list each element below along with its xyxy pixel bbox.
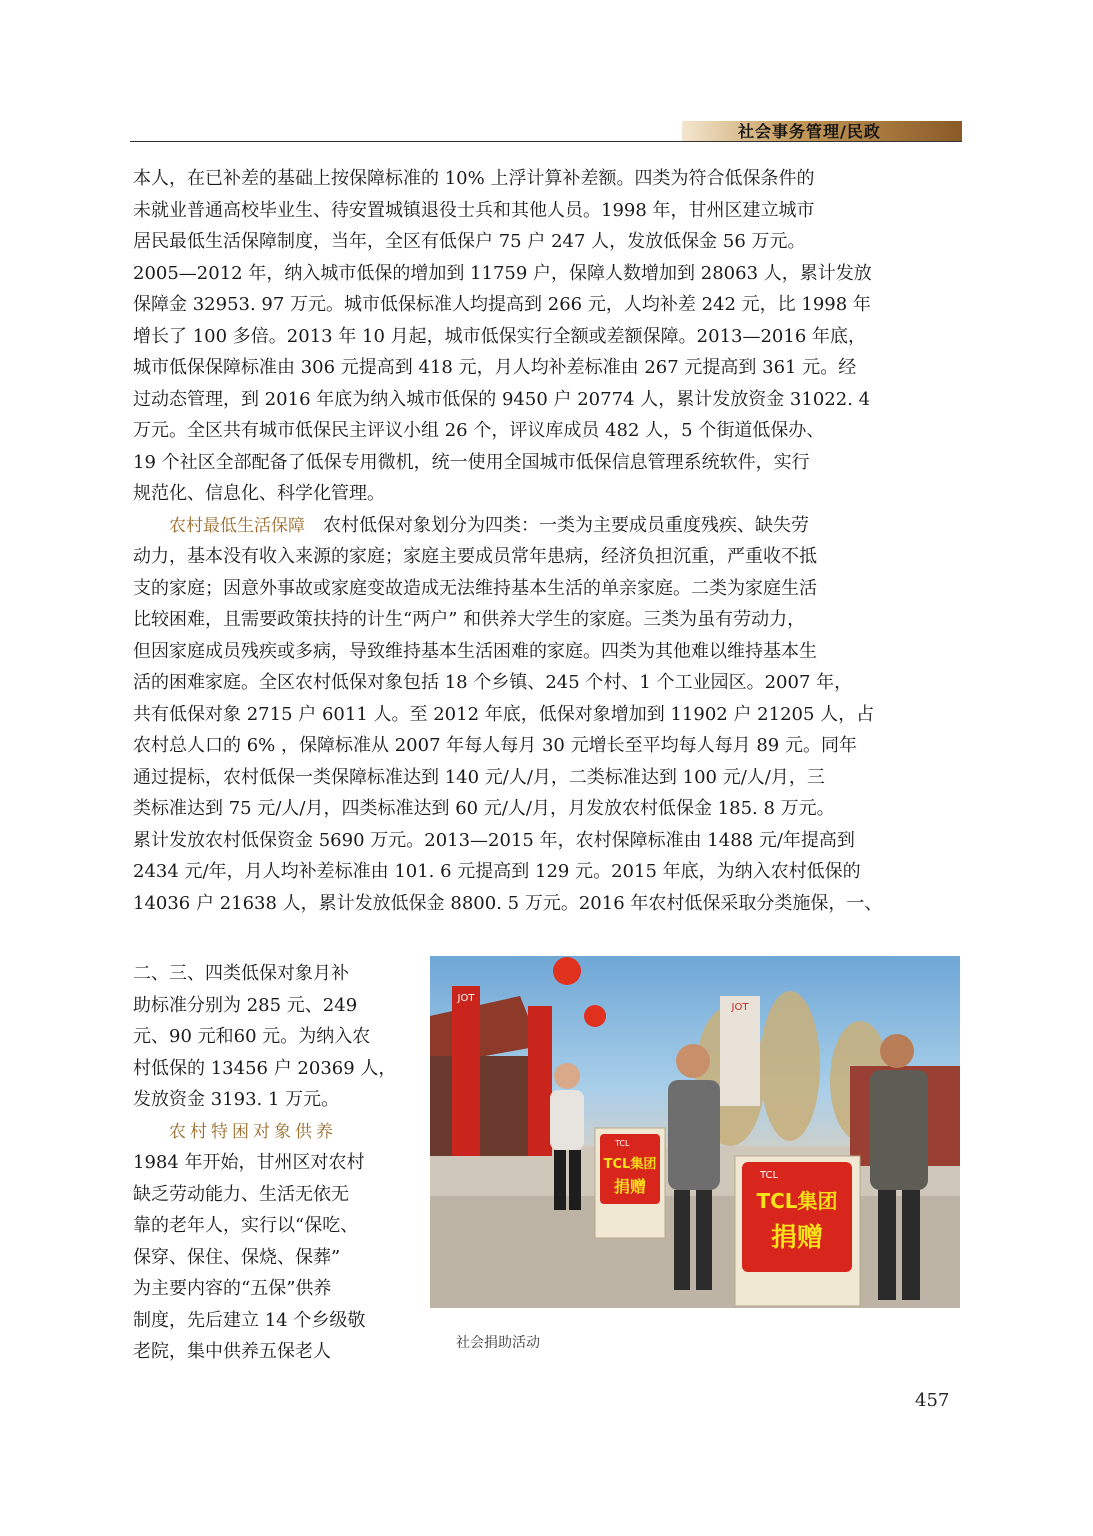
body-line: 支的家庭；因意外事故或家庭变故造成无法维持基本生活的单亲家庭。二类为家庭生活 bbox=[133, 577, 817, 599]
column-line: 靠的老年人，实行以“保吃、 bbox=[133, 1215, 359, 1236]
column-line: 1984 年开始，甘州区对农村 bbox=[133, 1152, 365, 1173]
body-line: 活的困难家庭。全区农村低保对象包括 18 个乡镇、245 个村、1 个工业园区。2007 年， bbox=[133, 672, 853, 693]
banner-brand-text: JOT bbox=[731, 1002, 749, 1013]
body-line: 类标准达到 75 元/人/月，四类标准达到 60 元/人/月，月发放农村低保金 185. 8 万元。 bbox=[133, 798, 835, 819]
running-header: 社会事务管理/民政 bbox=[738, 122, 881, 141]
body-line: 比较困难，且需要政策扶持的计生“两户” 和供养大学生的家庭。三类为虽有劳动力， bbox=[133, 609, 806, 630]
lantern bbox=[553, 957, 581, 985]
box-subtitle-text: 捐赠 bbox=[613, 1177, 647, 1196]
donation-photo-illustration bbox=[430, 956, 960, 1308]
box-title-text: TCL集团 bbox=[603, 1157, 657, 1172]
body-line: 19 个社区全部配备了低保专用微机，统一使用全国城市低保信息管理系统软件，实行 bbox=[133, 451, 810, 473]
red-banner bbox=[452, 986, 480, 1156]
body-line: 2434 元/年，月人均补差标准由 101. 6 元提高到 129 元。2015 年底，为纳入农村低保的 bbox=[133, 861, 861, 882]
temple-roof bbox=[430, 996, 540, 1066]
tcl-box-right bbox=[735, 1156, 860, 1306]
column-line: 为主要内容的“五保”供养 bbox=[133, 1278, 332, 1299]
body-line: 2005—2012 年，纳入城市低保的增加到 11759 户，保障人数增加到 28063 人，累计发放 bbox=[133, 262, 872, 284]
body-line: 动力，基本没有收入来源的家庭；家庭主要成员常年患病，经济负担沉重，严重收不抵 bbox=[133, 546, 817, 567]
body-line: 14036 户 21638 人，累计发放低保金 8800. 5 万元。2016 年农村低保采取分类施保，一、 bbox=[133, 892, 883, 914]
lantern bbox=[584, 1005, 606, 1027]
body-line: 城市低保保障标准由 306 元提高到 418 元，月人均补差标准由 267 元提高到 361 元。经 bbox=[133, 357, 857, 378]
body-line: 农村总人口的 6% ，保障标准从 2007 年每人每月 30 元增长至平均每人每月 89 元。同年 bbox=[133, 735, 857, 756]
box-subtitle-text: 捐赠 bbox=[770, 1223, 824, 1253]
box-brand-text: TCL bbox=[760, 1170, 779, 1181]
rural-first-line-text: 农村低保对象划分为四类：一类为主要成员重度残疾、缺失劳 bbox=[323, 514, 809, 536]
body-line: 通过提标，农村低保一类保障标准达到 140 元/人/月，二类标准达到 100 元/人/月，三 bbox=[133, 766, 825, 788]
column-line: 缺乏劳动能力、生活无依无 bbox=[133, 1183, 349, 1205]
special-section-heading: 农村特困对象供养 bbox=[169, 1121, 337, 1142]
rural-section-first-line bbox=[133, 510, 963, 542]
narrow-column-text bbox=[133, 958, 413, 1368]
photo-caption: 社会捐助活动 bbox=[456, 1335, 540, 1351]
body-line: 万元。全区共有城市低保民主评议小组 26 个，评议库成员 482 人，5 个街道低保办、 bbox=[133, 420, 825, 441]
column-line: 保穿、保住、保烧、保葬” bbox=[133, 1246, 341, 1268]
column-line: 元、90 元和60 元。为纳入农 bbox=[133, 1026, 371, 1047]
column-line: 发放资金 3193. 1 万元。 bbox=[133, 1089, 340, 1110]
body-line: 本人，在已补差的基础上按保障标准的 10% 上浮计算补差额。四类为符合低保条件的 bbox=[133, 168, 815, 189]
red-banner bbox=[528, 1006, 552, 1156]
body-line: 累计发放农村低保资金 5690 万元。2013—2015 年，农村保障标准由 1488 元/年提高到 bbox=[133, 829, 855, 851]
box-title-text: TCL集团 bbox=[756, 1189, 838, 1213]
temple-wall bbox=[430, 1056, 540, 1156]
column-line: 二、三、四类低保对象月补 bbox=[133, 963, 349, 984]
body-line: 保障金 32953. 97 万元。城市低保标准人均提高到 266 元，人均补差 242 元，比 1998 年 bbox=[133, 294, 871, 315]
banner-brand-text: JOT bbox=[457, 993, 475, 1004]
body-line: 未就业普通高校毕业生、待安置城镇退役士兵和其他人员。1998 年，甘州区建立城市 bbox=[133, 199, 815, 221]
body-line: 居民最低生活保障制度，当年，全区有低保户 75 户 247 人，发放低保金 56 万元。 bbox=[133, 231, 806, 252]
special-section-heading-line bbox=[133, 1116, 413, 1148]
page-number: 457 bbox=[915, 1390, 950, 1411]
column-line: 老院，集中供养五保老人 bbox=[133, 1341, 331, 1362]
donation-photo bbox=[430, 956, 960, 1308]
body-line: 但因家庭成员残疾或多病，导致维持基本生活困难的家庭。四类为其他难以维持基本生 bbox=[133, 640, 817, 662]
body-line: 增长了 100 多倍。2013 年 10 月起，城市低保实行全额或差额保障。2013—2016 年底， bbox=[133, 325, 867, 347]
tcl-box-left bbox=[595, 1128, 665, 1238]
box-brand-text: TCL bbox=[615, 1139, 630, 1148]
body-line: 共有低保对象 2715 户 6011 人。至 2012 年底，低保对象增加到 11902 户 21205 人，占 bbox=[133, 703, 875, 725]
main-text-block bbox=[133, 163, 963, 919]
column-line: 村低保的 13456 户 20369 人， bbox=[133, 1057, 397, 1079]
body-line: 规范化、信息化、科学化管理。 bbox=[133, 483, 385, 504]
rural-section-heading: 农村最低生活保障 bbox=[169, 515, 305, 536]
column-line: 制度，先后建立 14 个乡级敬 bbox=[133, 1309, 366, 1331]
column-line: 助标准分别为 285 元、249 bbox=[133, 994, 358, 1016]
body-line: 过动态管理，到 2016 年底为纳入城市低保的 9450 户 20774 人，累计发放资金 31022. 4 bbox=[133, 388, 871, 410]
